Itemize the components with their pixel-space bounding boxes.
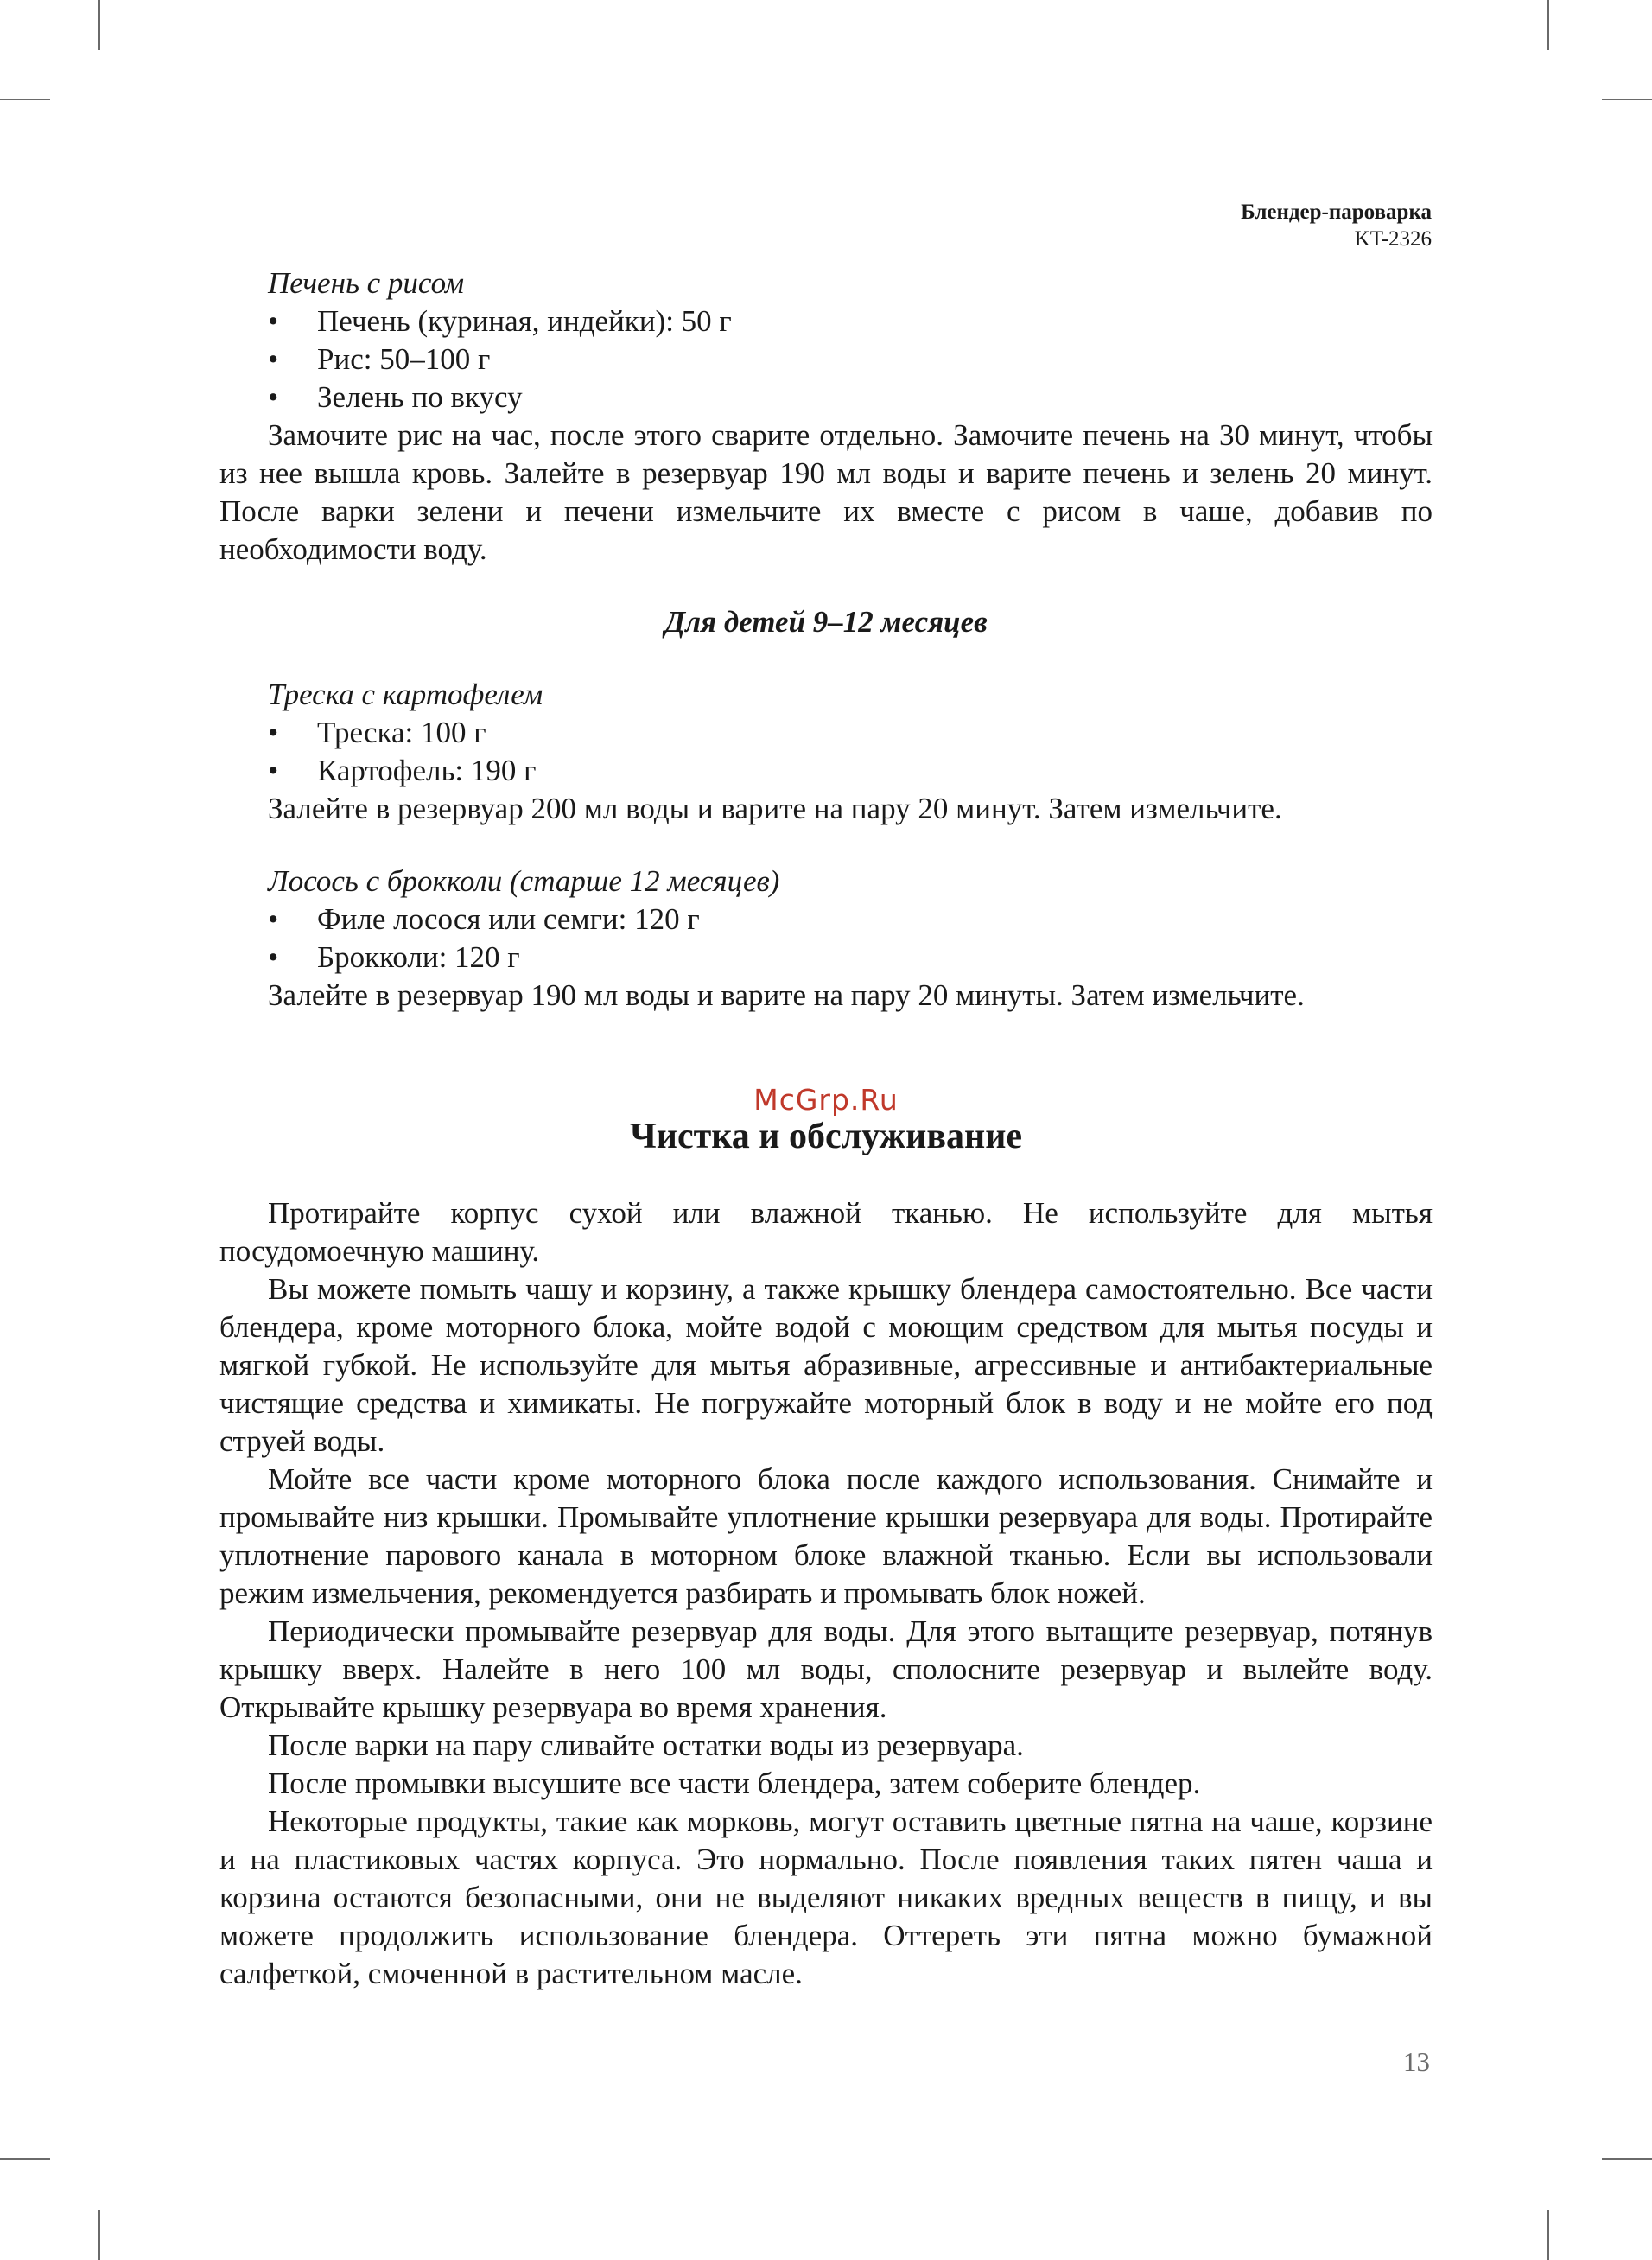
crop-mark-left-bottom xyxy=(0,2158,50,2160)
page-number: 13 xyxy=(1403,2047,1430,2077)
model-number: KT-2326 xyxy=(1354,227,1432,251)
body-paragraph: Периодически промывайте резервуар для воды. Для этого вытащите резервуар, потянув крышку вверх. Налейте в него 100 мл воды, сполосните резервуар и вылейте воду. Открывайте крышку резервуара во время хранения. xyxy=(219,1614,1433,1724)
body-paragraph: После промывки высушите все части блендера, затем соберите блендер. xyxy=(268,1767,1201,1800)
section-body xyxy=(219,1194,1433,1993)
ingredient-item: • Филе лосося или семги: 120 г xyxy=(219,901,1433,939)
ingredient-item: • Печень (куриная, индейки): 50 г xyxy=(219,302,1433,341)
running-header xyxy=(1241,199,1432,252)
recipe-title: Треска с картофелем xyxy=(268,678,543,711)
ingredient-item: • Картофель: 190 г xyxy=(219,752,1433,790)
spacer xyxy=(219,828,1433,863)
recipe-block xyxy=(219,264,1433,569)
ingredient-item: • Зелень по вкусу xyxy=(219,379,1433,417)
age-group-heading: Для детей 9–12 месяцев xyxy=(664,605,988,639)
watermark-text: McGrp.Ru xyxy=(753,1083,899,1117)
recipe-block xyxy=(219,863,1433,1015)
ingredient-list xyxy=(219,901,1433,977)
ingredient-item: • Брокколи: 120 г xyxy=(219,939,1433,977)
crop-mark-left-top xyxy=(0,99,50,100)
recipe-instructions: Замочите рис на час, после этого сварите отдельно. Замочите печень на 30 минут, чтобы из нее вышла кровь. Залейте в резервуар 190 мл воды и варите печень и зелень 20 минут. После варки зелени и печени измельчите их вместе с рисом в чаше, добавив по необходимости воду. xyxy=(219,418,1433,566)
crop-mark-bottom-left xyxy=(98,2210,100,2260)
ingredient-item: • Треска: 100 г xyxy=(219,714,1433,752)
ingredient-list xyxy=(219,302,1433,417)
recipe-instructions: Залейте в резервуар 190 мл воды и варите на пару 20 минуты. Затем измельчите. xyxy=(268,978,1305,1012)
page-content xyxy=(219,264,1433,1993)
recipe-title: Лосось с брокколи (старше 12 месяцев) xyxy=(268,864,780,898)
recipe-block xyxy=(219,676,1433,828)
crop-mark-bottom-right xyxy=(1547,2210,1549,2260)
body-paragraph: Протирайте корпус сухой или влажной тканью. Не используйте для мытья посудомоечную машину. xyxy=(219,1196,1433,1268)
body-paragraph: Некоторые продукты, такие как морковь, могут оставить цветные пятна на чаше, корзине и на пластиковых частях корпуса. Это нормально. После появления таких пятен чаша и корзина остаются безопасными, они не выделяют никаких вредных веществ в пищу, и вы можете продолжить использование блендера. Оттереть эти пятна можно бумажной салфеткой, смоченной в растительном масле. xyxy=(219,1805,1433,1990)
recipe-title: Печень с рисом xyxy=(268,266,465,300)
ingredient-list xyxy=(219,714,1433,790)
product-name: Блендер-пароварка xyxy=(1241,201,1432,224)
ingredient-item: • Рис: 50–100 г xyxy=(219,341,1433,379)
recipe-instructions: Залейте в резервуар 200 мл воды и варите на пару 20 минут. Затем измельчите. xyxy=(268,792,1282,825)
watermark-container xyxy=(219,1085,1433,1115)
body-paragraph: Мойте все части кроме моторного блока после каждого использования. Снимайте и промывайте низ крышки. Промывайте уплотнение крышки резервуара для воды. Протирайте уплотнение парового канала в моторном блоке влажной тканью. Если вы использовали режим измельчения, рекомендуется разбирать и промывать блок ножей. xyxy=(219,1462,1433,1610)
crop-mark-right-bottom xyxy=(1602,2158,1652,2160)
crop-mark-right-top xyxy=(1602,99,1652,100)
body-paragraph: После варки на пару сливайте остатки воды из резервуара. xyxy=(268,1728,1024,1762)
crop-mark-top-left xyxy=(98,0,100,50)
body-paragraph: Вы можете помыть чашу и корзину, а также крышку блендера самостоятельно. Все части блендера, кроме моторного блока, мойте водой с моющим средством для мытья посуды и мягкой губкой. Не используйте для мытья абразивные, агрессивные и антибактериальные чистящие средства и химикаты. Не погружайте моторный блок в воду и не мойте его под струей воды. xyxy=(219,1272,1433,1458)
section-title: Чистка и обслуживание xyxy=(629,1117,1023,1156)
crop-mark-top-right xyxy=(1547,0,1549,50)
